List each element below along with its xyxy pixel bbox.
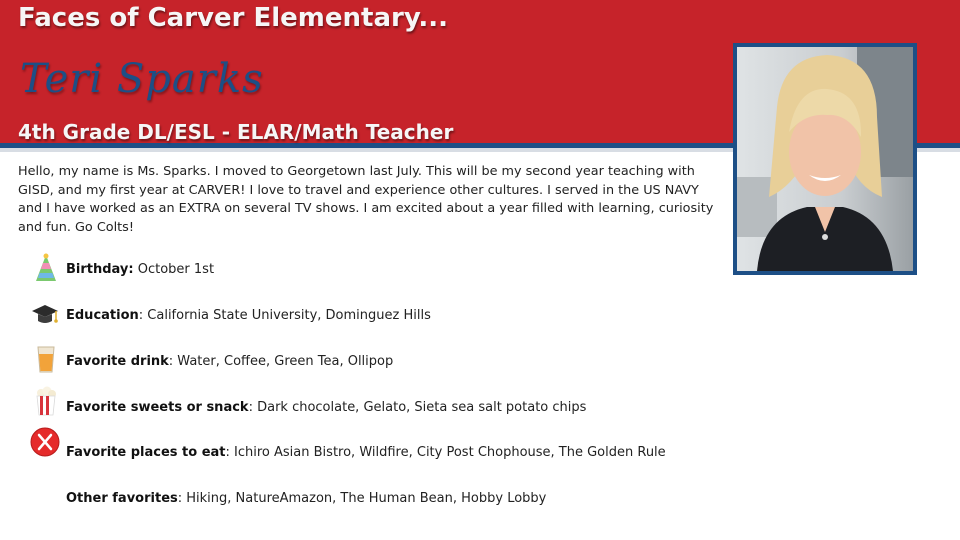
teacher-name: Teri Sparks bbox=[20, 56, 264, 102]
fact-value: : California State University, Dominguez Hills bbox=[138, 308, 431, 323]
fact-value: October 1st bbox=[133, 262, 215, 277]
drink-glass-icon bbox=[31, 343, 61, 375]
fact-sweets bbox=[66, 400, 586, 415]
fact-label: Birthday: bbox=[66, 262, 134, 277]
teacher-role: 4th Grade DL/ESL - ELAR/Math Teacher bbox=[18, 120, 454, 144]
fact-value: : Hiking, NatureAmazon, The Human Bean, Hobby Lobby bbox=[177, 491, 547, 506]
fact-value: : Ichiro Asian Bistro, Wildfire, City Post Chophouse, The Golden Rule bbox=[225, 445, 666, 460]
fact-label: Favorite sweets or snack bbox=[66, 400, 249, 415]
fact-label: Other favorites bbox=[66, 491, 178, 506]
fact-places-to-eat bbox=[66, 445, 666, 460]
fact-label: Favorite places to eat bbox=[66, 445, 226, 460]
fact-drink bbox=[66, 354, 393, 369]
fact-other-favorites bbox=[66, 491, 546, 506]
fact-label: Favorite drink bbox=[66, 354, 169, 369]
fact-label: Education bbox=[66, 308, 139, 323]
bio-paragraph: Hello, my name is Ms. Sparks. I moved to Georgetown last July. This will be my second year teaching with GISD, and my first year at CARVER! I love to travel and experience other cultures. I served in the US NAVY and I have worked as an EXTRA on several TV shows. I am excited about a year filled with learning, curiosity and fun. Go Colts! bbox=[18, 164, 714, 235]
page-title: Faces of Carver Elementary... bbox=[18, 3, 449, 33]
fact-birthday bbox=[66, 262, 214, 277]
teacher-photo bbox=[733, 43, 917, 275]
fact-value: : Water, Coffee, Green Tea, Ollipop bbox=[168, 354, 394, 369]
fact-value: : Dark chocolate, Gelato, Sieta sea salt potato chips bbox=[248, 400, 587, 415]
graduation-cap-icon bbox=[30, 299, 60, 331]
fork-knife-icon bbox=[29, 426, 59, 458]
fact-education bbox=[66, 308, 431, 323]
popcorn-icon bbox=[31, 385, 61, 417]
party-hat-icon bbox=[31, 253, 61, 285]
